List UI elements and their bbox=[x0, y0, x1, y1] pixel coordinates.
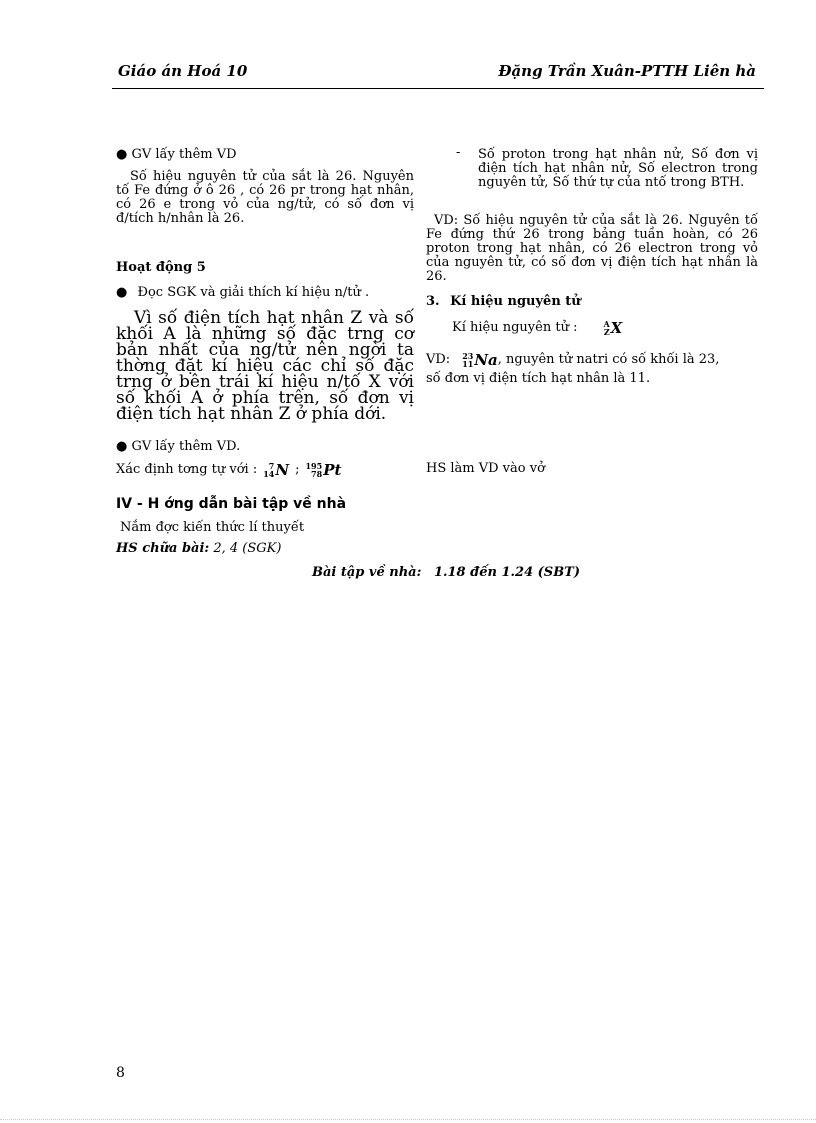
header-right: Đặng Trần Xuân-PTTH Liên hà bbox=[498, 62, 756, 80]
nuclide-pt: 195 78 Pt bbox=[305, 461, 342, 479]
header-left: Giáo án Hoá 10 bbox=[118, 62, 248, 80]
left-para1: Số hiệu nguyên tử của sắt là 26. Nguyên tố Fe đứng ở ô 26 , có 26 pr trong hạt nhân, có 26 e trong vỏ của ng/tử, có số đơn vị đ/tích h/nhân là 26. bbox=[116, 169, 414, 226]
dash-icon: - bbox=[456, 145, 461, 160]
left-bullet-gv2: ● GV lấy thêm VD. bbox=[116, 439, 241, 454]
left-bullet-read: ● Đọc SGK và giải thích kí hiệu n/tử . bbox=[116, 285, 370, 300]
homework-line: Bài tập về nhà: 1.18 đến 1.24 (SBT) bbox=[312, 565, 581, 580]
determine-line: Xác định tơng tự với : 7 14 N ; 195 78 Pt bbox=[116, 461, 342, 479]
left-big-para: Vì số điện tích hạt nhân Z và số khối A là những số đặc trng cơ bản nhất của ng/tử nên ngời ta thờng đặt kí hiệu các chỉ số đặc trng ở bên trái kí hiệu n/tố X với số khối A ở phía trên, số đơn vị điện tích hạt nhân Z ở phía dới. bbox=[116, 308, 414, 424]
bullet-icon: ● bbox=[116, 439, 128, 454]
nuclide-na: 23 11 Na bbox=[462, 351, 498, 369]
section-3-title: 3. Kí hiệu nguyên tử bbox=[426, 294, 581, 309]
nuclide-x: A Z X bbox=[603, 319, 623, 337]
symbol-line: Kí hiệu nguyên tử : A Z X bbox=[452, 319, 623, 337]
footer-divider bbox=[0, 1119, 816, 1120]
activity-title: Hoạt động 5 bbox=[116, 260, 206, 275]
hs-homework-line: HS chữa bài: 2, 4 (SGK) bbox=[116, 541, 282, 556]
section-iv-title: IV - H ớng dẫn bài tập về nhà bbox=[116, 496, 347, 512]
bullet-icon: ● bbox=[116, 285, 128, 300]
master-theory: Nắm đợc kiến thức lí thuyết bbox=[120, 520, 305, 535]
right-vd-para: VD: Số hiệu nguyên tử của sắt là 26. Nguyên tố Fe đứng thứ 26 trong bảng tuần hoàn, có 26 proton trong hạt nhân, có 26 electron trong vỏ của nguyên tử, có số đơn vị điện tích hạt nhân là 26. bbox=[426, 213, 758, 284]
page-number: 8 bbox=[116, 1065, 125, 1081]
hs-vd-note: HS làm VD vào vở bbox=[426, 461, 545, 476]
header-rule bbox=[112, 88, 764, 89]
vd-natri-line: VD: 23 11 Na , nguyên tử natri có số khối là 23, bbox=[426, 351, 720, 369]
bullet-icon: ● bbox=[116, 147, 128, 162]
nuclide-n: 7 14 N bbox=[263, 461, 290, 479]
left-bullet-gv1: ● GV lấy thêm VD bbox=[116, 147, 237, 162]
vd-natri-line2: số đơn vị điện tích hạt nhân là 11. bbox=[426, 371, 651, 386]
right-dash-text: Số proton trong hạt nhân nử, Số đơn vị điện tích hạt nhân nử, Số electron trong nguyên tử, Số thứ tự của ntố trong BTH. bbox=[478, 147, 758, 190]
